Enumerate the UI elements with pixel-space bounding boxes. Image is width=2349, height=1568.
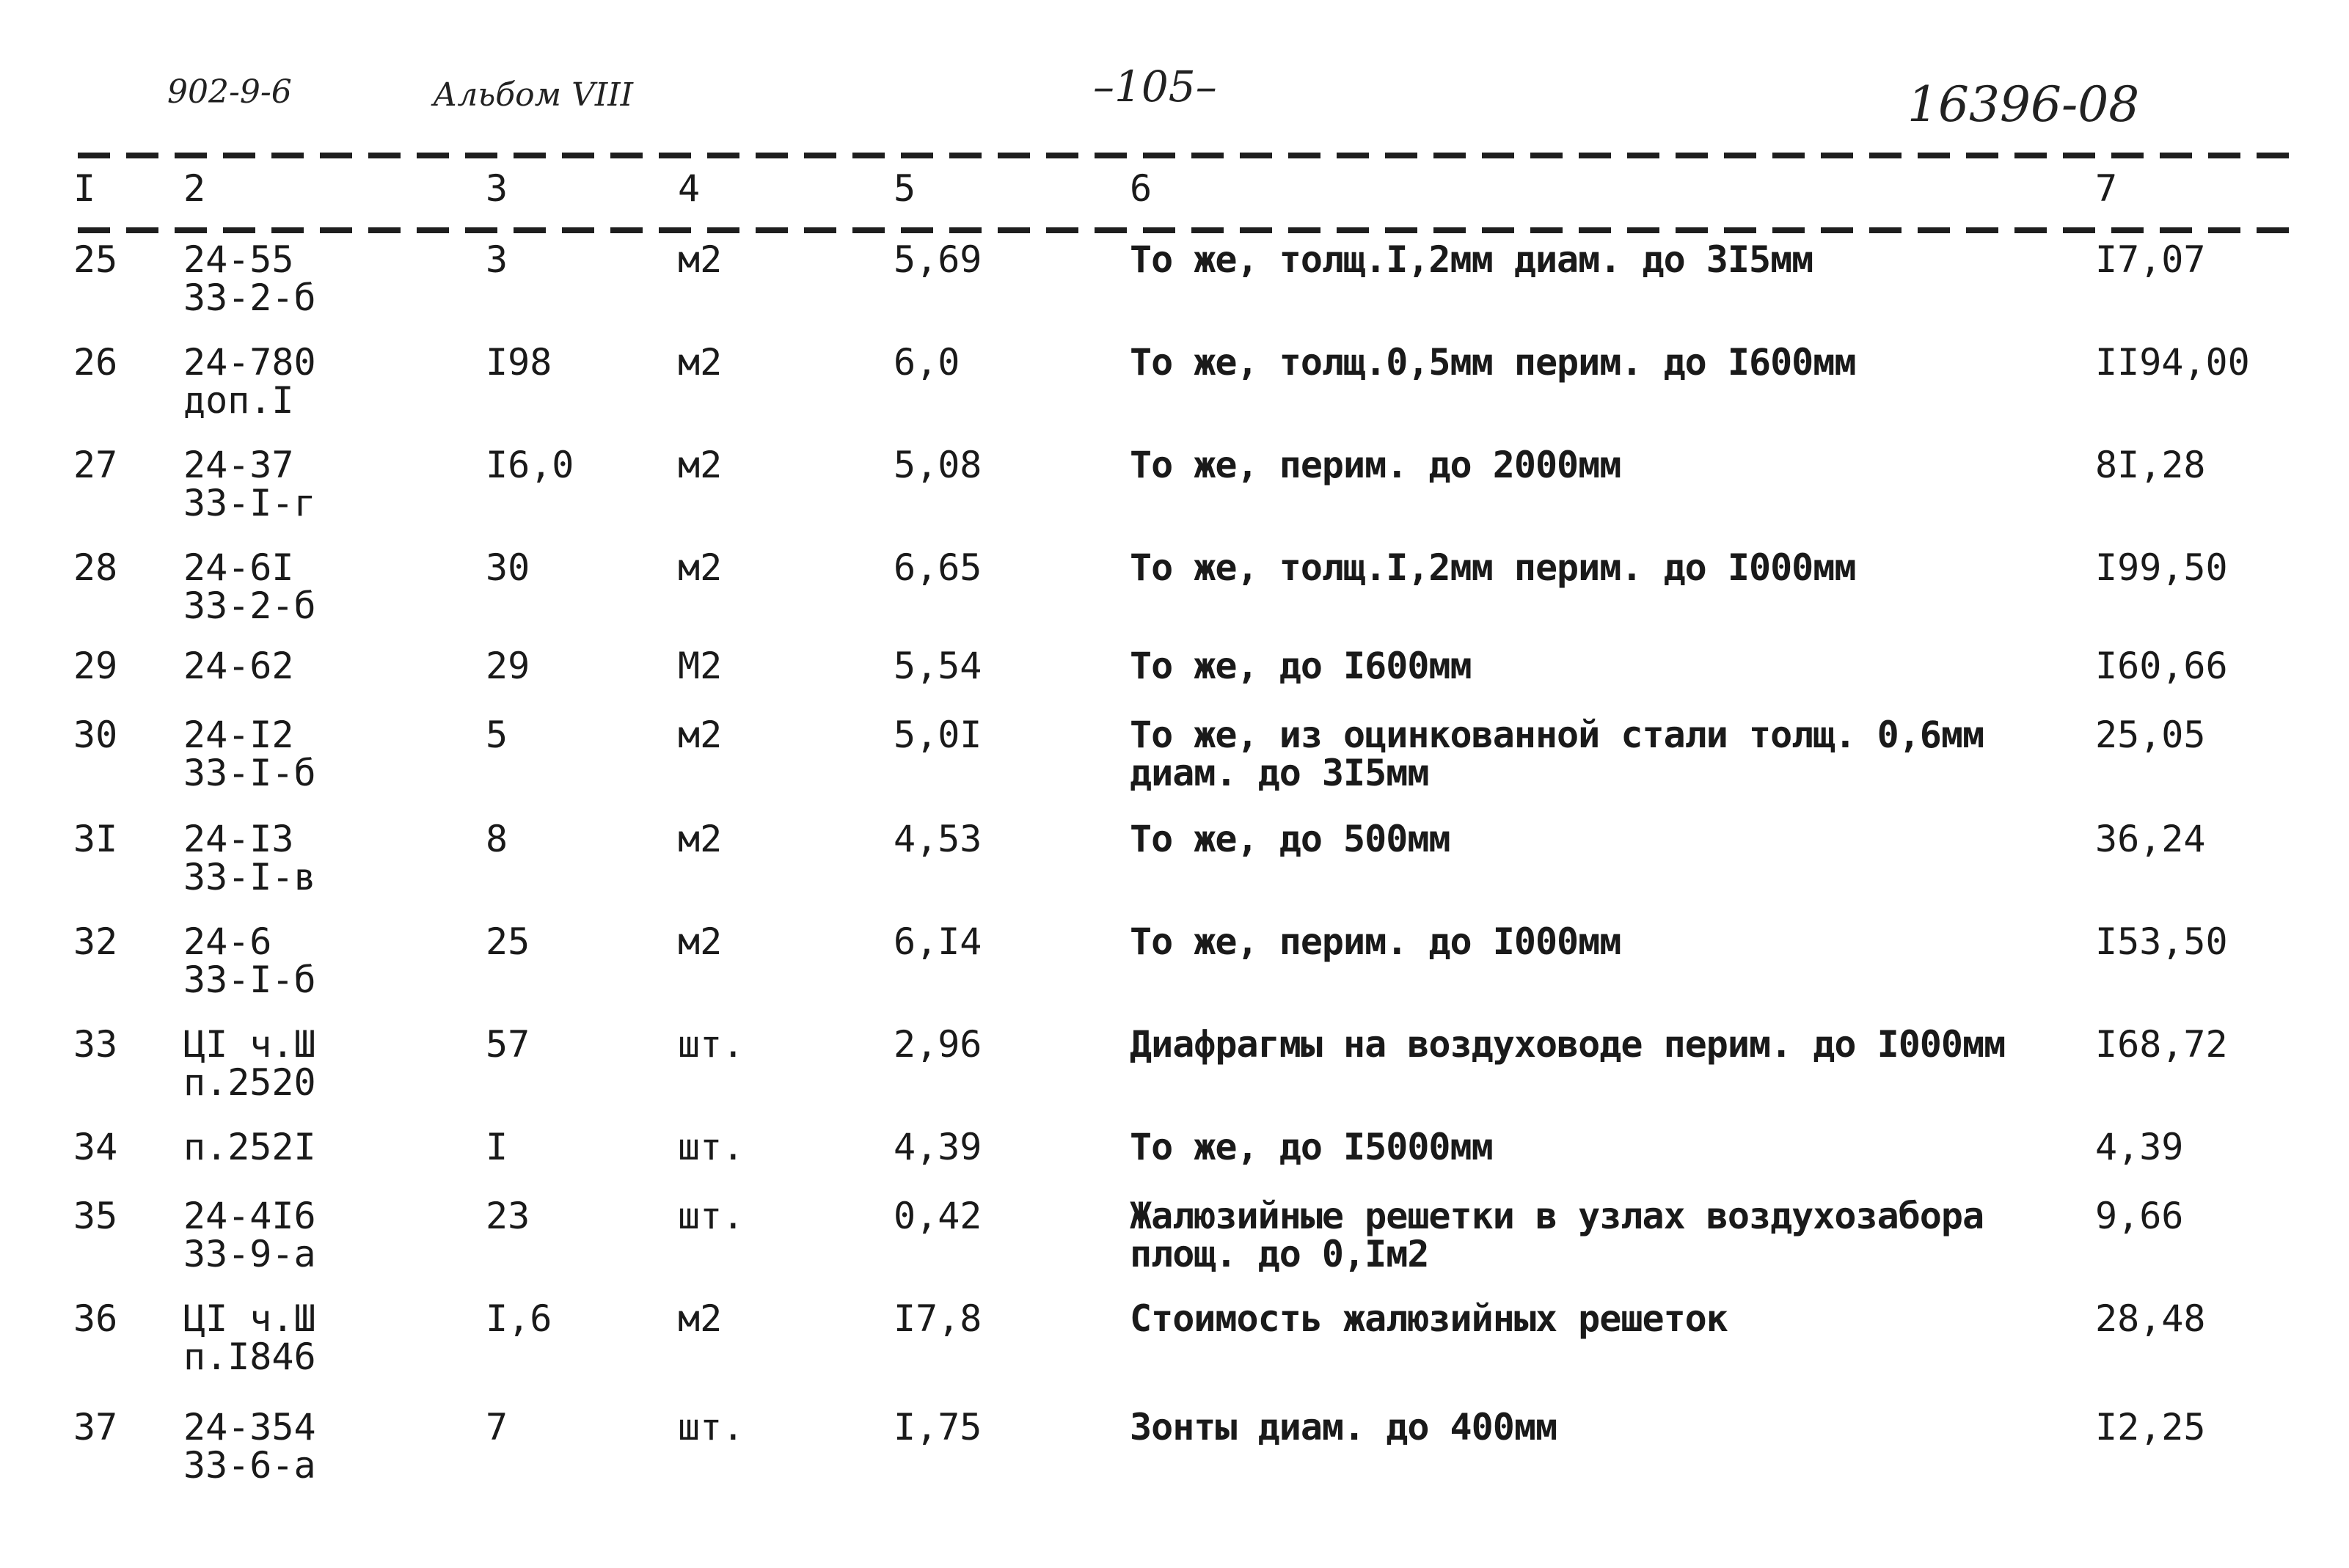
row-quantity: 25 bbox=[486, 920, 530, 963]
row-code bbox=[183, 820, 316, 896]
document-number: 16396-08 bbox=[1907, 76, 2140, 133]
row-description bbox=[1130, 647, 1472, 685]
row-description-line: Стоимость жалюзийных решеток bbox=[1130, 1297, 1728, 1340]
row-description-line: площ. до 0,Iм2 bbox=[1130, 1233, 1429, 1275]
row-quantity: 57 bbox=[486, 1023, 530, 1066]
row-description-line: Зонты диам. до 400мм bbox=[1130, 1406, 1557, 1448]
row-unit: шт. bbox=[678, 1195, 745, 1237]
row-unit: м2 bbox=[678, 920, 723, 963]
row-description bbox=[1130, 446, 1621, 484]
row-quantity: 30 bbox=[486, 546, 530, 589]
column-header-4: 4 bbox=[678, 167, 701, 210]
row-description-line: То же, перим. до I000мм bbox=[1130, 920, 1621, 963]
row-total: 9,66 bbox=[2095, 1195, 2184, 1237]
row-code-line: 24-37 bbox=[183, 444, 294, 486]
row-code-line: 24-6I bbox=[183, 546, 294, 589]
row-description-line: То же, толщ.I,2мм диам. до 3I5мм bbox=[1130, 238, 1813, 281]
row-number: 27 bbox=[73, 444, 118, 486]
row-code-line: п.I846 bbox=[183, 1336, 316, 1378]
row-code-line: 33-I-в bbox=[183, 856, 316, 898]
row-unit: шт. bbox=[678, 1126, 745, 1168]
row-quantity: 8 bbox=[486, 818, 508, 860]
row-unit: м2 bbox=[678, 546, 723, 589]
row-quantity: 7 bbox=[486, 1406, 508, 1448]
row-description-line: диам. до 3I5мм bbox=[1130, 752, 1429, 794]
row-description bbox=[1130, 341, 1856, 384]
row-code-line: 24-354 bbox=[183, 1406, 316, 1448]
row-description bbox=[1130, 1128, 1493, 1166]
row-code-line: доп.I bbox=[183, 379, 294, 422]
row-description bbox=[1130, 716, 1984, 792]
row-description bbox=[1130, 1197, 1984, 1273]
row-code bbox=[183, 920, 316, 1001]
row-unit-price: 4,53 bbox=[894, 818, 982, 860]
row-number: 29 bbox=[73, 645, 118, 687]
column-header-7: 7 bbox=[2095, 167, 2118, 210]
row-total: I2,25 bbox=[2095, 1406, 2206, 1448]
row-number: 34 bbox=[73, 1126, 118, 1168]
row-unit: М2 bbox=[678, 645, 723, 687]
row-code-line: 24-55 bbox=[183, 238, 294, 281]
row-code bbox=[183, 343, 316, 420]
row-code bbox=[183, 446, 316, 522]
album-label: Альбом VIII bbox=[433, 76, 634, 114]
row-description-line: То же, перим. до 2000мм bbox=[1130, 444, 1621, 486]
row-total: II94,00 bbox=[2095, 341, 2250, 384]
row-total: I60,66 bbox=[2095, 645, 2228, 687]
row-total: I53,50 bbox=[2095, 920, 2228, 963]
row-unit: м2 bbox=[678, 444, 723, 486]
row-code-line: 33-I-б bbox=[183, 752, 316, 794]
row-number: 26 bbox=[73, 341, 118, 384]
row-description bbox=[1130, 820, 1450, 858]
row-quantity: 3 bbox=[486, 238, 508, 281]
row-total: 4,39 bbox=[2095, 1126, 2184, 1168]
row-unit: м2 bbox=[678, 238, 723, 281]
row-code-line: ЦI ч.Ш bbox=[183, 1023, 316, 1066]
row-total: 36,24 bbox=[2095, 818, 2206, 860]
row-unit-price: 5,54 bbox=[894, 645, 982, 687]
row-code bbox=[183, 1297, 316, 1378]
row-unit-price: 2,96 bbox=[894, 1023, 982, 1066]
row-code bbox=[183, 546, 316, 627]
row-description bbox=[1130, 920, 1621, 963]
row-description-line: Диафрагмы на воздуховоде перим. до I000мм bbox=[1130, 1023, 2006, 1066]
row-description-line: То же, из оцинкованной стали толщ. 0,6мм bbox=[1130, 714, 1984, 756]
row-code-line: 33-2-б bbox=[183, 276, 316, 319]
row-number: 33 bbox=[73, 1023, 118, 1066]
row-quantity: I bbox=[486, 1126, 508, 1168]
row-code-line: 24-4I6 bbox=[183, 1195, 316, 1237]
row-total: I68,72 bbox=[2095, 1023, 2228, 1066]
column-header-3: 3 bbox=[486, 167, 508, 210]
row-number: 35 bbox=[73, 1195, 118, 1237]
row-description bbox=[1130, 1408, 1557, 1446]
row-code bbox=[183, 716, 316, 792]
row-unit-price: 5,08 bbox=[894, 444, 982, 486]
row-description bbox=[1130, 546, 1856, 589]
row-code-line: ЦI ч.Ш bbox=[183, 1297, 316, 1340]
row-code-line: 33-6-а bbox=[183, 1444, 316, 1487]
row-code-line: 24-6 bbox=[183, 920, 272, 963]
row-code-line: 33-9-а bbox=[183, 1233, 316, 1275]
row-code-line: 33-I-г bbox=[183, 482, 316, 524]
row-number: 3I bbox=[73, 818, 118, 860]
column-header-row bbox=[0, 167, 2349, 219]
row-quantity: I98 bbox=[486, 341, 552, 384]
project-code: 902-9-6 bbox=[167, 73, 292, 111]
row-unit: м2 bbox=[678, 818, 723, 860]
row-description bbox=[1130, 1297, 1728, 1340]
row-description-line: То же, толщ.0,5мм перим. до I600мм bbox=[1130, 341, 1856, 384]
row-code bbox=[183, 1128, 316, 1166]
row-unit: шт. bbox=[678, 1406, 745, 1448]
row-total: I7,07 bbox=[2095, 238, 2206, 281]
column-header-6: 6 bbox=[1130, 167, 1152, 210]
row-unit-price: 6,65 bbox=[894, 546, 982, 589]
row-code-line: 33-I-б bbox=[183, 959, 316, 1001]
row-total: I99,50 bbox=[2095, 546, 2228, 589]
row-quantity: 5 bbox=[486, 714, 508, 756]
row-code-line: 33-2-б bbox=[183, 585, 316, 627]
row-total: 25,05 bbox=[2095, 714, 2206, 756]
row-description-line: Жалюзийные решетки в узлах воздухозабора bbox=[1130, 1195, 1984, 1237]
row-unit-price: 4,39 bbox=[894, 1126, 982, 1168]
row-code-line: 24-I3 bbox=[183, 818, 294, 860]
row-code bbox=[183, 1025, 316, 1102]
row-code bbox=[183, 238, 316, 319]
row-unit: м2 bbox=[678, 714, 723, 756]
row-quantity: 23 bbox=[486, 1195, 530, 1237]
row-code bbox=[183, 647, 294, 685]
row-unit: м2 bbox=[678, 341, 723, 384]
row-unit-price: 6,0 bbox=[894, 341, 960, 384]
row-unit: м2 bbox=[678, 1297, 723, 1340]
row-unit-price: 5,0I bbox=[894, 714, 982, 756]
row-unit-price: 5,69 bbox=[894, 238, 982, 281]
column-header-2: 2 bbox=[183, 167, 206, 210]
row-code-line: п.252I bbox=[183, 1126, 316, 1168]
row-quantity: 29 bbox=[486, 645, 530, 687]
column-header-1: I bbox=[73, 167, 96, 210]
row-description-line: То же, толщ.I,2мм перим. до I000мм bbox=[1130, 546, 1856, 589]
row-description-line: То же, до I5000мм bbox=[1130, 1126, 1493, 1168]
row-code-line: 24-780 bbox=[183, 341, 316, 384]
row-description-line: То же, до I600мм bbox=[1130, 645, 1472, 687]
row-quantity: I6,0 bbox=[486, 444, 574, 486]
row-unit-price: I7,8 bbox=[894, 1297, 982, 1340]
row-code bbox=[183, 1197, 316, 1273]
row-total: 8I,28 bbox=[2095, 444, 2206, 486]
row-code-line: п.2520 bbox=[183, 1061, 316, 1104]
row-unit-price: 6,I4 bbox=[894, 920, 982, 963]
row-description bbox=[1130, 1023, 2006, 1066]
row-number: 36 bbox=[73, 1297, 118, 1340]
header-bottom-rule bbox=[78, 227, 2301, 233]
row-number: 28 bbox=[73, 546, 118, 589]
row-number: 25 bbox=[73, 238, 118, 281]
row-description bbox=[1130, 238, 1813, 281]
row-number: 37 bbox=[73, 1406, 118, 1448]
row-unit-price: 0,42 bbox=[894, 1195, 982, 1237]
row-code bbox=[183, 1406, 316, 1487]
row-description-line: То же, до 500мм bbox=[1130, 818, 1450, 860]
column-header-5: 5 bbox=[894, 167, 916, 210]
row-number: 30 bbox=[73, 714, 118, 756]
row-unit-price: I,75 bbox=[894, 1406, 982, 1448]
row-number: 32 bbox=[73, 920, 118, 963]
row-code-line: 24-I2 bbox=[183, 714, 294, 756]
page-number: –105– bbox=[1093, 62, 1217, 111]
row-quantity: I,6 bbox=[486, 1297, 552, 1340]
row-total: 28,48 bbox=[2095, 1297, 2206, 1340]
row-code-line: 24-62 bbox=[183, 645, 294, 687]
row-unit: шт. bbox=[678, 1023, 745, 1066]
header-top-rule bbox=[78, 153, 2301, 158]
